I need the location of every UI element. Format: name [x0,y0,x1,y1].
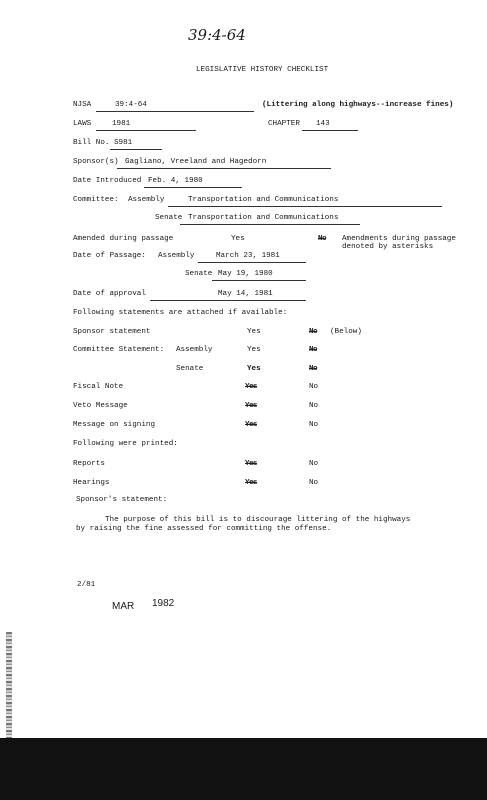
message-signing-label: Message on signing [73,421,156,429]
sponsor-statement-heading: Sponsor's statement: [76,496,168,504]
chapter-label: CHAPTER [268,120,300,128]
laws-label: LAWS [73,120,92,128]
bill-value: S981 [114,139,133,147]
committee-label: Committee: [73,196,119,204]
scan-black-band [0,738,487,800]
sponsor-label: Sponsor(s) [73,158,119,166]
amendments-note-2: denoted by asterisks [342,243,434,251]
reports-label: Reports [73,460,105,468]
passage-senate-label: Senate [185,270,213,278]
chapter-value: 143 [316,120,330,128]
veto-message-label: Veto Message [73,402,128,410]
scan-artifact [6,632,12,742]
introduced-value: Feb. 4, 1980 [148,177,203,185]
sponsor-value: Gagliano, Vreeland and Hagedorn [125,158,267,166]
njsa-note: (Littering along highways--increase fines) [262,101,454,109]
hearings-yes-struck: Yes [245,479,257,487]
following-attached: Following statements are attached if available: [73,309,288,317]
statement-line-1: The purpose of this bill is to discourage littering of the highways [105,516,411,524]
committee-assembly-value: Transportation and Communications [188,196,339,204]
committee-statement-assembly: Assembly [176,346,213,354]
passage-label: Date of Passage: [73,252,146,260]
statement-line-2: by raising the fine assessed for committing the offense. [76,525,332,533]
message-signing-no: No [309,421,319,429]
committee-senate-value: Transportation and Communications [188,214,339,222]
committee-senate-sub: Senate [176,365,204,373]
sponsor-statement-no-struck: No [309,328,317,336]
sponsor-statement-note: (Below) [330,328,362,336]
veto-message-yes-struck: Yes [245,402,257,410]
committee-statement-yes: Yes [247,346,261,354]
passage-assembly-label: Assembly [158,252,195,260]
approval-label: Date of approval [73,290,146,298]
hearings-label: Hearings [73,479,110,487]
committee-assembly-label: Assembly [128,196,165,204]
amended-label: Amended during passage [73,235,174,243]
message-signing-yes-struck: Yes [245,421,257,429]
amended-yes: Yes [231,235,245,243]
committee-senate-no-struck: No [309,365,317,373]
amendments-note-1: Amendments during passage [342,235,456,243]
committee-statement-label: Committee Statement: [73,346,165,354]
committee-senate-yes: Yes [247,365,261,373]
sponsor-statement-label: Sponsor statement [73,328,151,336]
fiscal-note-label: Fiscal Note [73,383,124,391]
njsa-label: NJSA [73,101,92,109]
hearings-no: No [309,479,319,487]
introduced-label: Date Introduced [73,177,142,185]
njsa-value: 39:4-64 [115,101,147,109]
laws-value: 1981 [112,120,131,128]
committee-statement-no-struck: No [309,346,317,354]
reports-yes-struck: Yes [245,460,257,468]
fiscal-note-no: No [309,383,319,391]
passage-assembly-value: March 23, 1981 [216,252,280,260]
committee-senate-label: Senate [155,214,183,222]
approval-value: May 14, 1981 [218,290,273,298]
bill-label: Bill No. [73,139,110,147]
page-title: LEGISLATIVE HISTORY CHECKLIST [196,66,329,74]
handwritten-number: 39:4-64 [188,26,246,44]
amended-no-struck: No [318,235,326,243]
veto-message-no: No [309,402,319,410]
passage-senate-value: May 19, 1980 [218,270,273,278]
stamp-year: 1982 [152,598,175,609]
following-printed: Following were printed: [73,440,178,448]
stamp-month: MAR [112,601,135,612]
reports-no: No [309,460,319,468]
footer-code: 2/81 [77,581,96,589]
sponsor-statement-yes: Yes [247,328,261,336]
fiscal-note-yes-struck: Yes [245,383,257,391]
